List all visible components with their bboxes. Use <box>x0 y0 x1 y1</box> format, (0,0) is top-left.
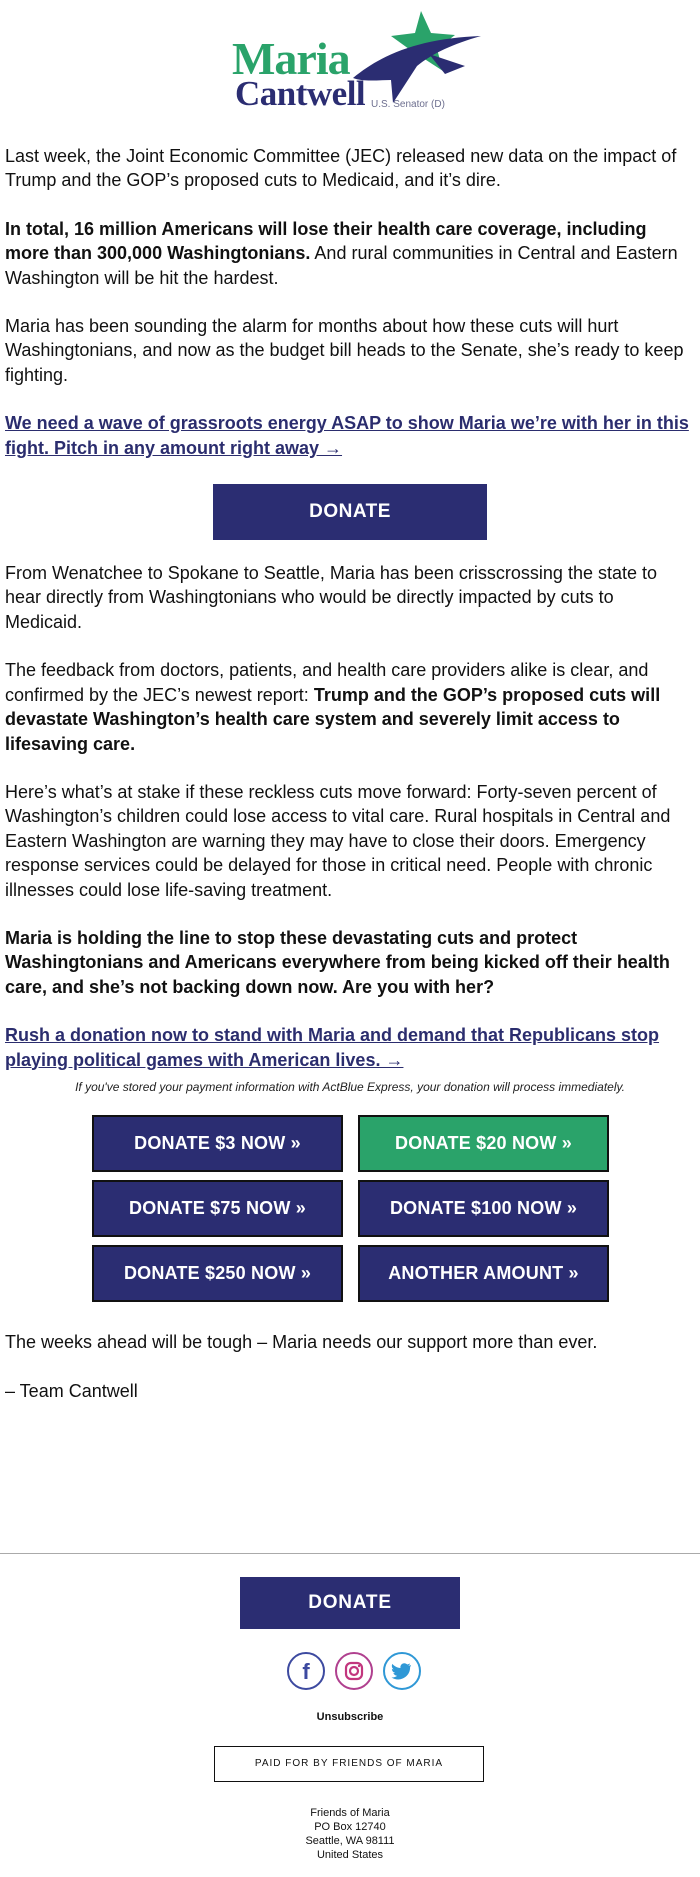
logo-last-name: Cantwell <box>235 74 366 113</box>
paragraph-link-2 <box>5 1023 695 1072</box>
feedback-start: The feedback from doctors, patients, and health care providers alike is clear, and confirmed by the JEC’s newest report: <box>5 660 649 705</box>
paragraph-link-1 <box>5 411 695 460</box>
logo-title: U.S. Senator (D) <box>371 99 445 110</box>
donate-20-button[interactable]: DONATE $20 NOW » <box>358 1115 609 1172</box>
svg-text:f: f <box>302 1659 310 1684</box>
impact-rest: And rural communities in Central and Eastern Washington will be hit the hardest. <box>5 243 678 288</box>
footer-divider <box>0 1553 700 1554</box>
instagram-icon[interactable] <box>335 1652 373 1690</box>
donate-link-rush[interactable]: Rush a donation now to stand with Maria and demand that Republicans stop playing political games with American lives. → <box>5 1025 660 1070</box>
paragraph-travel: From Wenatchee to Spokane to Seattle, Maria has been crisscrossing the state to hear directly from Washingtonians who would be directly impacted by cuts to Medicaid. <box>5 563 658 632</box>
donate-3-button[interactable]: DONATE $3 NOW » <box>92 1115 343 1172</box>
paragraph-alarm: Maria has been sounding the alarm for months about how these cuts will hurt Washingtonians, and now as the budget bill heads to the Senate, she’s ready to keep fighting. <box>5 316 684 385</box>
donate-button-main[interactable]: DONATE <box>213 484 487 540</box>
email-body <box>5 144 695 1096</box>
closing-line: The weeks ahead will be tough – Maria needs our support more than ever. <box>5 1332 598 1352</box>
twitter-icon[interactable] <box>383 1652 421 1690</box>
logo-first-name: Maria <box>232 33 350 84</box>
facebook-icon[interactable] <box>287 1652 325 1690</box>
donate-250-button[interactable]: DONATE $250 NOW » <box>92 1245 343 1302</box>
donate-100-button[interactable]: DONATE $100 NOW » <box>358 1180 609 1237</box>
header <box>0 0 700 130</box>
address-line: Friends of Maria <box>310 1807 390 1819</box>
paragraph-stakes: Here’s what’s at stake if these reckless cuts move forward: Forty-seven percent of Washington’s children could lose access to vital care. Rural hospitals in Central and Eastern Washington are warning they may have to close their doors. Emergency response services could be delayed for those in critical need. People with chronic illnesses could lose life-saving treatment. <box>5 781 671 900</box>
paragraph-feedback <box>5 658 695 756</box>
impact-bold: In total, 16 million Americans will lose their health care coverage, including more than 300,000 Washingtonians. <box>5 218 647 264</box>
mailing-address <box>0 1806 700 1862</box>
paid-for-disclaimer: PAID FOR BY FRIENDS OF MARIA <box>214 1746 484 1782</box>
unsubscribe-link[interactable]: Unsubscribe <box>316 1711 384 1723</box>
actblue-note: If you've stored your payment information with ActBlue Express, your donation will process immediately. <box>75 1080 625 1094</box>
feedback-bold: Trump and the GOP’s proposed cuts will devastate Washington’s health care system and severely limit access to lifesaving care. <box>5 684 661 754</box>
address-line: United States <box>316 1849 384 1861</box>
signoff: – Team Cantwell <box>5 1381 138 1401</box>
closing-section <box>5 1330 695 1428</box>
campaign-logo <box>228 8 478 118</box>
donate-75-button[interactable]: DONATE $75 NOW » <box>92 1180 343 1237</box>
footer-donate-button[interactable]: DONATE <box>240 1577 460 1629</box>
address-line: PO Box 12740 <box>314 1821 386 1833</box>
donate-other-amount-button[interactable]: ANOTHER AMOUNT » <box>358 1245 609 1302</box>
paragraph-impact <box>5 217 695 290</box>
address-line: Seattle, WA 98111 <box>305 1835 395 1847</box>
holding-line-bold: Maria is holding the line to stop these devastating cuts and protect Washingtonians and Americans everywhere from being kicked off their health care, and she’s not backing down now. Are you with her? <box>5 927 670 997</box>
donate-link-grassroots[interactable]: We need a wave of grassroots energy ASAP to show Maria we’re with her in this fight. Pitch in any amount right away → <box>5 413 689 458</box>
paragraph-holding-line <box>5 926 695 999</box>
paragraph-intro: Last week, the Joint Economic Committee (JEC) released new data on the impact of Trump and the GOP’s proposed cuts to Medicaid, and it’s dire. <box>5 146 677 191</box>
